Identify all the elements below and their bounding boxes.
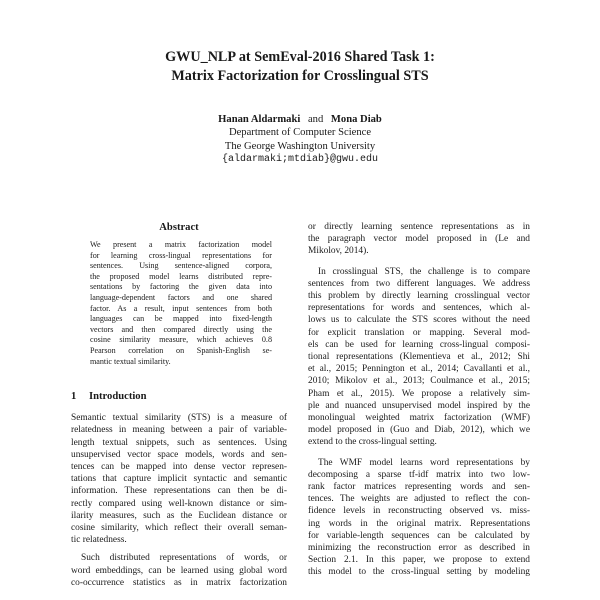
text-line: tional representations (Klementieva et al., 2012; Shi	[308, 352, 530, 363]
author-email: {aldarmaki;mtdiab}@gwu.edu	[221, 154, 379, 166]
text-line: model proposed in (Guo and Diab, 2012), which we	[308, 425, 530, 436]
text-line: els can be used for learning cross-lingual composi-	[308, 339, 530, 350]
text-line: Such distributed representations of words, or	[81, 553, 287, 564]
left-column	[71, 221, 287, 589]
abstract-line: language-dependent factors and one shared	[90, 292, 272, 302]
affiliation-department: Department of Computer Science	[228, 127, 372, 139]
text-line: tations that capture implicit syntactic and semantic	[71, 474, 287, 485]
text-line: this model to the cross-lingual setting by modeling	[308, 567, 530, 578]
affiliation-university: The George Washington University	[224, 140, 376, 152]
text-line: 2010; Mikolov et al., 2013; Coulmance et al., 2015;	[308, 376, 530, 387]
right-paragraph-2	[308, 266, 530, 449]
abstract-heading: Abstract	[159, 222, 199, 233]
section-heading-introduction	[71, 390, 287, 403]
text-line: this problem by directly learning crosslingual vector	[308, 291, 530, 302]
abstract-line: cosine similarity measure, which achieves 0.8	[90, 335, 272, 345]
intro-paragraph-1	[71, 412, 287, 546]
text-line: Mikolov, 2014).	[308, 246, 369, 257]
text-line: rank factor matrices representing words and sen-	[308, 482, 530, 493]
text-line: relatedness in meaning between a pair of variable-	[71, 425, 287, 436]
author-block	[0, 113, 600, 167]
text-line: Pham et al., 2015). We propose a relatively sim-	[308, 388, 530, 399]
text-line: length textual snippets, such as sentences. Using	[71, 437, 287, 448]
text-line: tences can be mapped into dense vector represen-	[71, 461, 287, 472]
text-line: co-occurrence statistics as in matrix factorization	[71, 577, 287, 588]
intro-paragraph-2	[71, 552, 287, 589]
text-line: tences. The weights are adjusted to reflect the con-	[308, 494, 530, 505]
text-line: information. These representations can then be di-	[71, 486, 287, 497]
text-line: et al., 2015; Pennington et al., 2014; Cavallanti et al.,	[308, 364, 530, 375]
text-line: sentences from two different languages. We address	[308, 278, 530, 289]
text-line: lows us to calculate the STS scores without the need	[308, 315, 530, 326]
right-paragraph-3	[308, 457, 530, 579]
abstract-line: languages can be mapped into fixed-length	[90, 314, 272, 324]
text-line: ilarity measures, such as the Euclidean distance or	[71, 510, 287, 521]
abstract-line: factor. As a result, input sentences from both	[90, 303, 272, 313]
text-line: the paragraph vector model proposed in (Le and	[308, 234, 530, 245]
abstract-line: mantic textual similarity.	[90, 356, 171, 366]
abstract-line: vectors and then compared directly using the	[90, 324, 272, 334]
text-line: for variable-length sequences can be calculated by	[308, 530, 530, 541]
text-line: or directly learning sentence representations as in	[308, 222, 530, 232]
abstract-line: for learning cross-lingual representations for	[90, 250, 272, 260]
right-column	[308, 221, 530, 579]
text-line: Section 2.1. In this paper, we propose to extend	[308, 555, 530, 566]
author-conjunction: and	[307, 114, 324, 125]
section-number: 1	[71, 391, 77, 403]
abstract-line: We present a matrix factorization model	[90, 240, 272, 249]
text-line: ple and nuanced unsupervised model inspired by the	[308, 400, 530, 411]
abstract-line: Pearson correlation on Spanish-English se-	[90, 345, 272, 355]
author-names	[0, 113, 600, 126]
abstract-line: sentences. Using sentence-aligned corpora,	[90, 261, 272, 271]
text-line: Semantic textual similarity (STS) is a measure of	[71, 413, 287, 424]
text-line: The WMF model learns word representations by	[318, 457, 530, 468]
text-line: extend to the cross-lingual setting.	[308, 437, 437, 448]
section-title: Introduction	[89, 391, 147, 403]
author-name-2: Mona Diab	[330, 114, 382, 125]
text-line: word embeddings, can be learned using global word	[71, 565, 287, 576]
title-line-1: GWU_NLP at SemEval-2016 Shared Task 1:	[165, 49, 435, 65]
text-line: In crosslingual STS, the challenge is to compare	[318, 266, 530, 277]
text-line: representations for words and sentences, which al-	[308, 303, 530, 314]
right-paragraph-1	[308, 221, 530, 258]
text-line: rectly compared using well-known distance or sim-	[71, 498, 287, 509]
text-line: minimizing the reconstruction error as described in	[308, 543, 530, 554]
text-line: for explicit translation or mapping. Several mod-	[308, 327, 530, 338]
text-line: cosine similarity, which reflect their overall seman-	[71, 522, 287, 533]
text-line: unsupervised vector space models, words and sen-	[71, 449, 287, 460]
text-line: fidence levels in reconstructing observed vs. miss-	[308, 506, 530, 517]
abstract-body	[90, 240, 272, 367]
paper-title	[0, 48, 600, 86]
text-line: monolingual weighted matrix factorization (WMF)	[308, 413, 530, 424]
abstract-line: the proposed model learns distributed repre-	[90, 271, 272, 281]
text-line: tic relatedness.	[71, 535, 127, 546]
text-line: ing words in the original matrix. Representations	[308, 518, 530, 529]
author-name-1: Hanan Aldarmaki	[218, 114, 301, 125]
abstract-line: sentations by factoring the given data into	[90, 282, 272, 292]
text-line: decomposing a sparse tf-idf matrix into two low-	[308, 469, 530, 480]
title-line-2: Matrix Factorization for Crosslingual STS	[171, 68, 429, 84]
